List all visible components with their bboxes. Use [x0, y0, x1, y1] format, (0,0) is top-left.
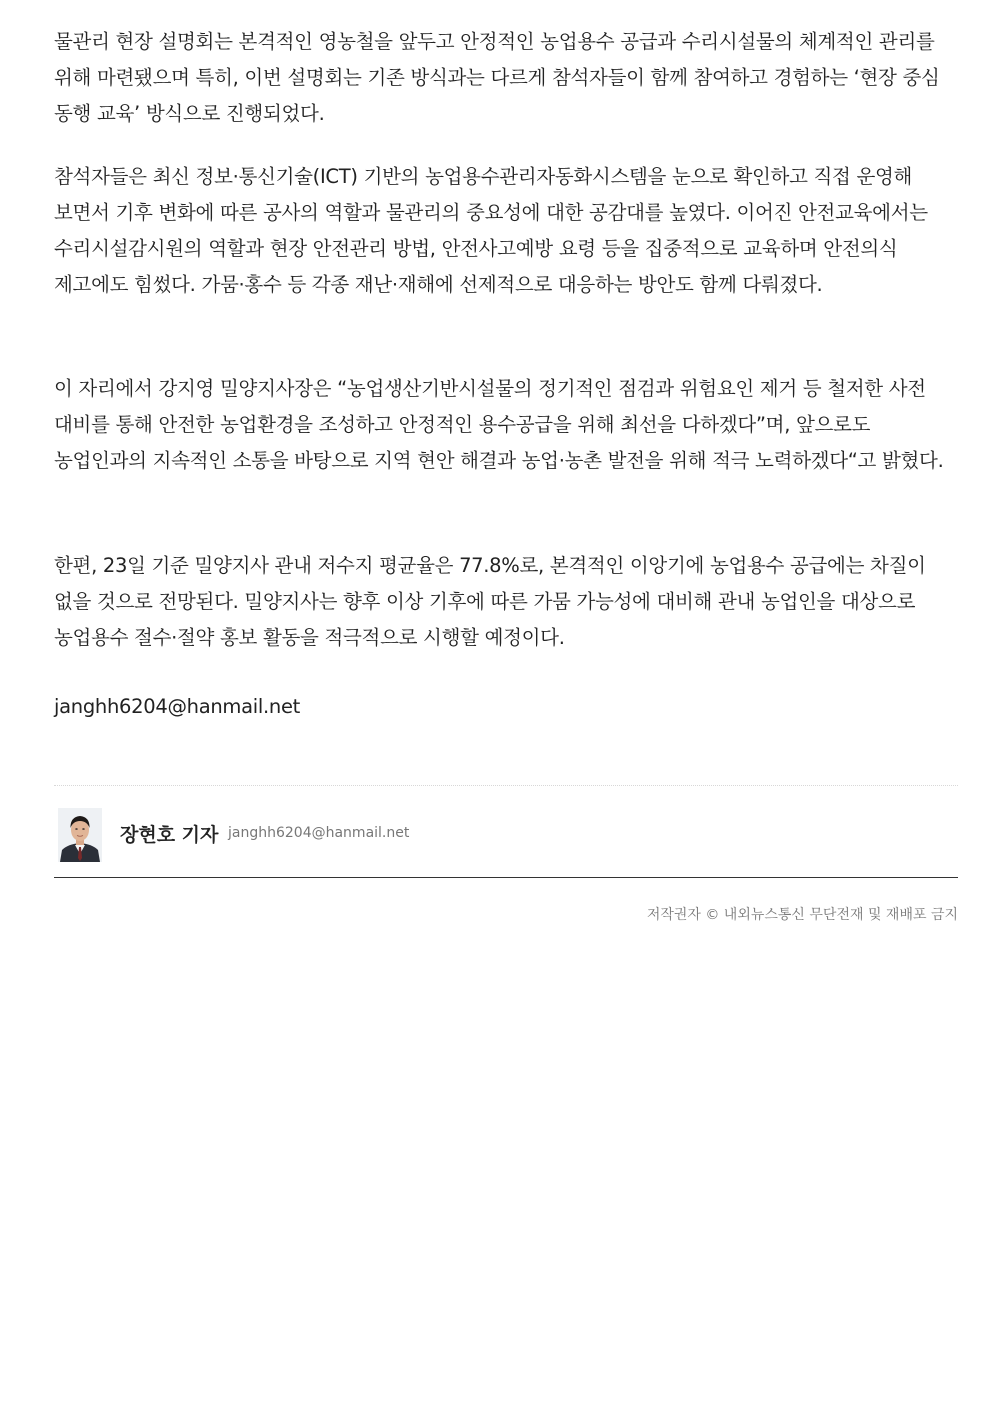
article-paragraph: 한편, 23일 기준 밀양지사 관내 저수지 평균율은 77.8%로, 본격적인 이앙기에 농업용수 공급에는 차질이 없을 것으로 전망된다. 밀양지사는 향후 이상 기후에 따른 가뭄 가능성에 대비해 관내 농업인을 대상으로 농업용수 절수·절약 홍보 활동을 적극적으로 시행할 예정이다.	[54, 554, 926, 649]
section-divider	[54, 785, 958, 786]
article-paragraph: 물관리 현장 설명회는 본격적인 영농철을 앞두고 안정적인 농업용수 공급과 수리시설물의 체계적인 관리를 위해 마련됐으며 특히, 이번 설명회는 기존 방식과는 다르게 참석자들이 함께 참여하고 경험하는 ‘현장 중심 동행 교육’ 방식으로 진행되었다.	[54, 30, 940, 125]
reporter-name[interactable]: 장현호 기자	[120, 824, 219, 846]
article-paragraph: 참석자들은 최신 정보·통신기술(ICT) 기반의 농업용수관리자동화시스템을 눈으로 확인하고 직접 운영해 보면서 기후 변화에 따른 공사의 역할과 물관리의 중요성에 대한 공감대를 높였다. 이어진 안전교육에서는 수리시설감시원의 역할과 현장 안전관리 방법, 안전사고예방 요령 등을 집중적으로 교육하며 안전의식 제고에도 힘썼다. 가뭄·홍수 등 각종 재난·재해에 선제적으로 대응하는 방안도 함께 다뤄졌다.	[54, 165, 928, 296]
reporter-portrait-icon	[58, 808, 102, 862]
reporter-byline	[58, 808, 658, 864]
article-paragraph: 이 자리에서 강지영 밀양지사장은 “농업생산기반시설물의 정기적인 점검과 위험요인 제거 등 철저한 사전 대비를 통해 안전한 농업환경을 조성하고 안정적인 용수공급을 위해 최선을 다하겠다”며, 앞으로도 농업인과의 지속적인 소통을 바탕으로 지역 현안 해결과 농업·농촌 발전을 위해 적극 노력하겠다“고 밝혔다.	[54, 377, 944, 472]
reporter-avatar[interactable]	[58, 808, 102, 862]
copyright-notice: 저작권자 © 내외뉴스통신 무단전재 및 재배포 금지	[646, 907, 958, 923]
contact-email[interactable]: janghh6204@hanmail.net	[54, 695, 300, 718]
footer-divider	[54, 877, 958, 878]
reporter-email[interactable]: janghh6204@hanmail.net	[228, 825, 410, 841]
